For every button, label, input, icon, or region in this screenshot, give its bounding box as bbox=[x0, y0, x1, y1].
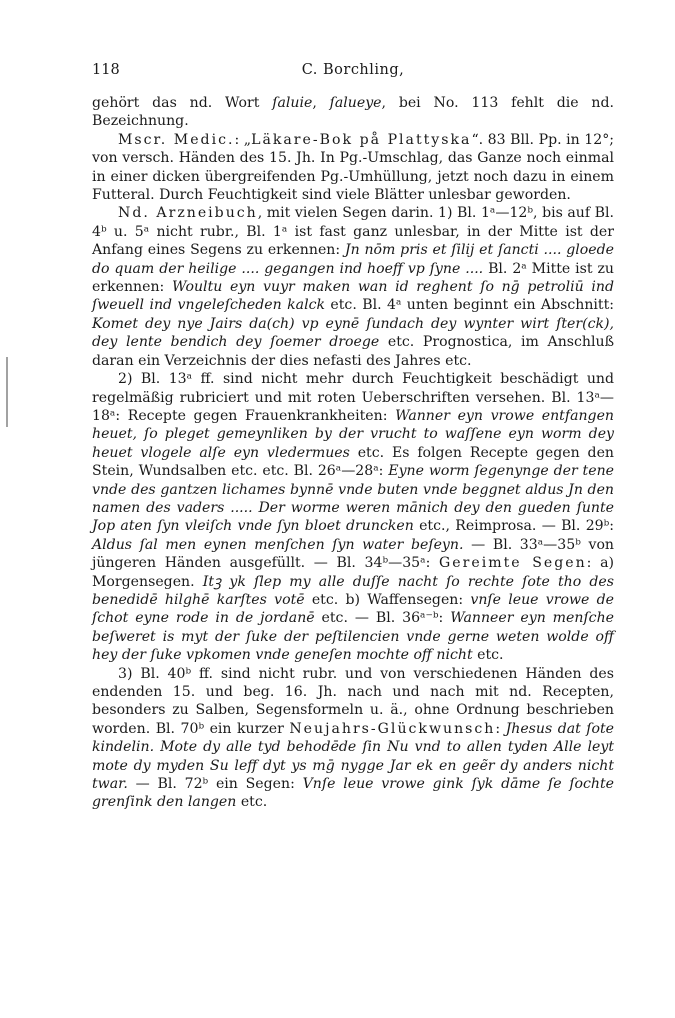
text-run: etc. Bl. 4ᵃ unten beginnt ein Abschnitt: bbox=[325, 297, 614, 314]
text-run: 3) Bl. 40ᵇ ff. sind nicht rubr. und von verschiedenen Händen des endenden 15. und beg. 16. Jh. nach und nach mit nd. Recepten, besonders zu Salben, Segensformeln u. ä., ohne Ordnung beschrieben worden. Bl. 70ᵇ ein kurzer bbox=[92, 665, 614, 737]
quoted-text: Aldus ſal men eynen menſchen ſyn water beſeyn. bbox=[92, 536, 464, 553]
quoted-text: Jhesus dat ſote kindelin. Mote dy alle tyd behodēde ſin Nu vnd to allen tyden Alle leyt mote dy myden Su leff dyt ys mḡ nygge Jar ek en geẽr dy anders nicht twar. bbox=[92, 720, 614, 793]
text-run: etc. Prognostica, im Anschluß daran ein Verzeichnis der dies nefasti des Jahres etc. bbox=[92, 334, 614, 369]
quoted-text: vnſe leue vrowe de ſchot eyne rode in de jordanē bbox=[92, 591, 614, 627]
quoted-text: Jn nōm pris et ſilij et ſancti .... gloede do quam der heilige .... gegangen ind hoeff vp ſyne .... bbox=[92, 242, 614, 277]
quoted-text: ſaluie bbox=[272, 95, 313, 111]
spaced-heading-text: Nd. Arzneibuch bbox=[118, 205, 258, 222]
spaced-heading-text: Läkare-Bok på Plattyska bbox=[251, 131, 472, 148]
quoted-text: Wanner eyn vrowe entfangen heuet, ſo pleget gemeynliken by der vrucht to waſſene eyn worm dey heuet vlogele alſe eyn vledermues bbox=[92, 407, 614, 461]
page-body bbox=[92, 94, 614, 812]
book-page bbox=[92, 58, 614, 812]
margin-pencil-mark bbox=[6, 357, 8, 427]
text-run: etc. bbox=[236, 794, 268, 811]
quoted-text: Itꝫ yk ſlep my alle duſſe nacht ſo rechte ſote tho des benedidē hilghē karſtes votē bbox=[92, 573, 614, 608]
page-number: 118 bbox=[92, 62, 120, 78]
text-run: etc. Es folgen Recepte gegen den Stein, Wundsalben etc. etc. Bl. 26ᵃ—28ᵃ: bbox=[92, 444, 614, 480]
text-run: Bl. 2ᵃ Mitte ist zu erkennen: bbox=[92, 260, 614, 296]
text-run: 2) Bl. 13ᵃ ff. sind nicht mehr durch Feuchtigkeit beschädigt und regelmäßig rubriciert und mit roten Ueberschriften versehen. Bl. 13ᵃ—18ᵃ: Recepte gegen Frauenkrankheiten: bbox=[92, 371, 614, 424]
text-run: , bei No. 113 fehlt die nd. Bezeichnung. bbox=[92, 95, 615, 130]
text-run: etc., Reimprosa. — Bl. 29ᵇ: bbox=[413, 518, 615, 535]
text-run: etc. bbox=[472, 647, 504, 664]
quoted-text: Wanneer eyn menſche beſweret is myt der ſuke der peſtilencien vnde gerne weten wolde off hey der ſuke vpkomen vnde geneſen mochte off nicht bbox=[92, 610, 614, 664]
paragraph bbox=[92, 370, 614, 665]
spaced-heading-text: Gereimte Segen bbox=[439, 555, 587, 572]
quoted-text: Vnſe leue vrowe gink ſyk dāme ſe ſochte grenſink den langen bbox=[92, 776, 614, 811]
paragraph bbox=[92, 665, 614, 812]
page-header bbox=[92, 58, 614, 82]
text-run: etc. — Bl. 36ᵃ⁻ᵇ: bbox=[314, 610, 451, 627]
quoted-text: Woultu eyn vuyr maken wan id reghent ſo nḡ petroliū ind ſweuell ind vngeleſcheden kalck bbox=[92, 279, 615, 314]
text-run: — Bl. 72ᵇ ein Segen: bbox=[127, 776, 303, 793]
quoted-text: Eyne worm ſegenynge der tene vnde des gantzen lichames bynnē vnde buten vnde beggnet aldus Jn den namen des vaders ..... Der worme weren mānich dey den gueden ſunte Jop aten ſyn vleiſch vnde ſyn bloet druncken bbox=[92, 463, 614, 535]
text-run: gehört das nd. Wort bbox=[92, 95, 273, 111]
spaced-heading-text: Mscr. Medic. bbox=[118, 131, 235, 148]
spaced-heading-text: Neujahrs-Glückwunsch bbox=[289, 720, 496, 737]
paragraph bbox=[92, 204, 614, 370]
text-run: etc. b) Waffensegen: bbox=[304, 591, 471, 608]
text-run: : a) Morgensegen. bbox=[92, 555, 614, 590]
text-run: — Bl. 33ᵃ—35ᵇ von jüngeren Händen ausgefüllt. — Bl. 34ᵇ—35ᵃ: bbox=[92, 536, 615, 572]
paragraph bbox=[92, 131, 614, 205]
running-title: C. Borchling, bbox=[301, 62, 405, 78]
text-run: : bbox=[495, 720, 506, 737]
text-run: : „ bbox=[234, 131, 252, 148]
quoted-text: Komet dey nye Jairs da(ch) vp eynē ſundach dey wynter wirt ſter(ck), dey lente bendich dey ſoemer droege bbox=[92, 315, 614, 351]
text-run: “. 83 Bll. Pp. in 12°; von versch. Händen des 15. Jh. In Pg.-Umschlag, das Ganze noch einmal in einer dicken übergreifenden Pg.-Umhüllung, jetzt noch dazu in einem Futteral. Durch Feuchtigkeit sind viele Blätter unlesbar geworden. bbox=[92, 131, 615, 204]
text-run: , bbox=[312, 95, 330, 111]
paragraph bbox=[92, 94, 614, 131]
quoted-text: ſalueye bbox=[329, 95, 382, 111]
text-run: , mit vielen Segen darin. 1) Bl. 1ᵃ—12ᵇ, bis auf Bl. 4ᵇ u. 5ᵃ nicht rubr., Bl. 1ᵃ ist fast ganz unlesbar, in der Mitte ist der Anfang eines Segens zu erkennen: bbox=[92, 205, 615, 259]
